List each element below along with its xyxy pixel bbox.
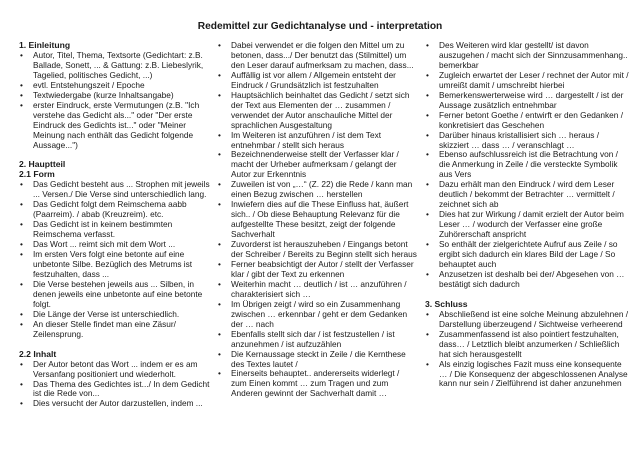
heading-einleitung: 1. Einleitung	[19, 40, 71, 50]
bullet-icon: •	[426, 109, 429, 120]
bullet-icon: •	[426, 89, 429, 100]
bullet-icon: •	[20, 99, 23, 110]
bullet-icon: •	[20, 308, 23, 319]
bullet-icon: •	[20, 358, 23, 369]
list-item: • erster Eindruck, erste Vermutungen (z.B. "Ich verstehe das Gedicht als..." oder "Der erste Eindruck des Gedichts ist..." oder "Meiner Meinung nach enthält das Gedicht folgende Aussage...")	[20, 99, 200, 150]
bullet-icon: •	[218, 348, 221, 359]
column-1	[19, 41, 214, 409]
list-item: • Bezeichnenderweise stellt der Verfasser klar / macht der Urheber aufmerksam / gelangt der Autor zur Erkenntnis	[218, 149, 399, 180]
bullet-icon: •	[426, 308, 429, 319]
list-item: • Zuvorderst ist herauszuheben / Eingangs betont der Schreiber / Bereits zu Beginn stellt sich heraus	[218, 239, 417, 260]
list-schluss	[425, 310, 630, 390]
page-title: Redemittel zur Gedichtanalyse und - interpretation	[197, 21, 443, 32]
list-item: • Bemerkenswerterweise wird … dargestellt / ist der Aussage zusätzlich entnehmbar	[426, 89, 624, 110]
bullet-icon: •	[218, 89, 221, 100]
list-item: • Einerseits behauptet.. andererseits widerlegt / zum Einen kommt … zum Tragen und zum Anderen gewinnt der Sachverhalt damit …	[218, 368, 400, 399]
bullet-icon: •	[20, 79, 23, 90]
list-item: • Ferner betont Goethe / entwirft er den Gedanken / konkretisiert das Geschehen	[426, 109, 624, 130]
list-item: • Das Thema des Gedichtes ist.../ In dem Gedicht ist die Rede von...	[20, 378, 210, 399]
bullet-icon: •	[20, 239, 23, 250]
list-item: • Textwiedergabe (kurze Inhaltsangabe)	[20, 89, 174, 100]
bullet-icon: •	[20, 199, 23, 210]
bullet-icon: •	[426, 40, 429, 50]
list-item: • Im ersten Vers folgt eine betonte auf eine unbetonte Silbe. Bezüglich des Metrums ist festzuhalten, dass ...	[20, 249, 193, 279]
bullet-icon: •	[426, 268, 429, 279]
list-item: • Des Weiteren wird klar gestellt/ ist davon auszugehen / macht sich der Sinnzusammenhang.. bemerkbar	[426, 40, 628, 70]
bullet-icon: •	[218, 69, 221, 80]
list-item: • An dieser Stelle findet man eine Zäsur/ Zeilensprung.	[20, 318, 176, 339]
heading-hauptteil: 2. Hauptteil	[19, 159, 66, 170]
list-einleitung	[19, 51, 214, 151]
bullet-icon: •	[218, 179, 221, 190]
list-item: • Ebenfalls stellt sich dar / ist festzustellen / ist anzunehmen / ist aufzuzählen	[218, 328, 395, 349]
bullet-icon: •	[426, 328, 429, 339]
bullet-icon: •	[218, 199, 221, 210]
list-item: • evtl. Entstehungszeit / Epoche	[20, 79, 145, 90]
bullet-icon: •	[426, 129, 429, 140]
bullet-icon: •	[426, 358, 429, 369]
bullet-icon: •	[20, 249, 23, 260]
column-3	[425, 41, 630, 389]
bullet-icon: •	[20, 378, 23, 389]
list-inhalt	[19, 360, 214, 410]
list-item: • Das Gedicht besteht aus ... Strophen mit jeweils ... Versen./ Die Verse sind unterschiedlich lang.	[20, 179, 210, 200]
list-form	[19, 180, 214, 339]
list-item: • Das Wort ... reimt sich mit dem Wort ...	[20, 239, 176, 250]
bullet-icon: •	[20, 219, 23, 230]
list-item: • Ferner beabsichtigt der Autor / stellt der Verfasser klar / gibt der Text zu erkennen	[218, 258, 414, 279]
bullet-icon: •	[20, 49, 23, 60]
list-item: • Als einzig logisches Fazit muss eine konsequente … / Die Konsequenz der abgeschlossenen Analyse kann nur sein / Zielführend ist daher anzunehmen	[426, 358, 628, 389]
bullet-icon: •	[218, 328, 221, 339]
bullet-icon: •	[426, 179, 429, 190]
list-item: • Dazu erhält man den Eindruck / wird dem Leser deutlich / bekommt der Betrachter … vermittelt / zeichnet sich ab	[426, 179, 615, 210]
list-item: • So enthält der zielgerichtete Aufruf aus Zeile / so ergibt sich dadurch ein klares Bild der Lage / So behauptet auch	[426, 239, 618, 269]
list-item: • Die Verse bestehen jeweils aus ... Silben, in denen jeweils eine unbetonte auf eine betonte folgt.	[20, 278, 203, 309]
bullet-icon: •	[218, 40, 221, 50]
heading-form: 2.1 Form	[19, 169, 55, 180]
list-item: • Abschließend ist eine solche Meinung abzulehnen / Darstellung überzeugend / Sichtweise verheerend	[426, 308, 629, 329]
list-item: • Ebenso aufschlussreich ist die Betrachtung von / die Anmerkung in Zeile / die versteckte Symbolik aus Vers	[426, 149, 618, 180]
list-item: • Weiterhin macht … deutlich / ist … anzuführen / charakterisiert sich …	[218, 278, 407, 299]
bullet-icon: •	[20, 318, 23, 329]
bullet-icon: •	[218, 278, 221, 289]
bullet-icon: •	[426, 209, 429, 220]
bullet-icon: •	[426, 149, 429, 160]
list-item: • Zugleich erwartet der Leser / rechnet der Autor mit / umreißt damit / umschreibt hierbei	[426, 69, 629, 90]
list-item: • Im Weiteren ist anzuführen / ist dem Text entnehmbar / stellt sich heraus	[218, 129, 382, 150]
list-item: • Dies versucht der Autor darzustellen, indem ...	[20, 398, 203, 409]
bullet-icon: •	[218, 149, 221, 160]
list-inhalt-continued-2	[425, 41, 630, 290]
list-item: • Dies hat zur Wirkung / damit erzielt der Autor beim Leser … / wodurch der Verfasser eine große Zuhörerschaft anspricht	[426, 209, 624, 240]
bullet-icon: •	[218, 368, 221, 379]
list-item: • Das Gedicht ist in keinem bestimmten Reimschema verfasst.	[20, 219, 173, 240]
list-item: • Dabei verwendet er die folgen den Mittel um zu betonen, dass.../ Der benutzt das (Stilmittel) um den Leser darauf aufmerksam zu machen, dass...	[218, 40, 414, 70]
bullet-icon: •	[218, 239, 221, 250]
heading-schluss: 3. Schluss	[425, 298, 468, 309]
list-item: • Inwiefern dies auf die These Einfluss hat, äußert sich.. / Ob diese Behauptung Relevanz für die aufgestellte These besitzt, zeigt der folgende Sachverhalt	[218, 199, 409, 240]
bullet-icon: •	[20, 89, 23, 100]
list-item: • Der Autor betont das Wort ... indem er es am Versanfang positioniert und wiederholt.	[20, 358, 198, 379]
bullet-icon: •	[218, 258, 221, 269]
list-item: • Darüber hinaus kristallisiert sich … heraus / skizziert … dass … / veranschlagt …	[426, 129, 600, 150]
bullet-icon: •	[218, 298, 221, 309]
list-item: • Autor, Titel, Thema, Textsorte (Gedichtart: z.B. Ballade, Sonett, ... & Gattung: z.B. Liebeslyrik, Tagelied, politisches Gedicht, ...)	[20, 49, 204, 80]
list-item: • Zuweilen ist von „…“ (Z. 22) die Rede / kann man einen Bezug zwischen … herstellen	[218, 179, 413, 200]
bullet-icon: •	[426, 239, 429, 250]
list-item: • Hauptsächlich beinhaltet das Gedicht / setzt sich der Text aus Elementen der … zusammen / verwendet der Autor anschauliche Mittel der sprachlichen Ausgestaltung	[218, 89, 410, 130]
list-item: • Auffällig ist vor allem / Allgemein entsteht der Eindruck / Grundsätzlich ist festzuhalten	[218, 69, 396, 90]
column-2	[217, 41, 417, 399]
bullet-icon: •	[20, 398, 23, 409]
list-item: • Die Länge der Verse ist unterschiedlich.	[20, 308, 180, 319]
bullet-icon: •	[20, 278, 23, 289]
list-item: • Im Übrigen zeigt / wird so ein Zusammenhang zwischen … erkennbar / geht er dem Gedanken der … nach	[218, 298, 408, 329]
list-inhalt-continued	[217, 41, 417, 399]
bullet-icon: •	[218, 129, 221, 140]
heading-inhalt: 2.2 Inhalt	[19, 348, 57, 359]
bullet-icon: •	[20, 179, 23, 190]
list-item: • Die Kernaussage steckt in Zeile / die Kernthese des Textes lautet /	[218, 348, 406, 369]
list-item: • Zusammenfassend ist also pointiert festzuhalten, dass… / Letztlich bleibt anzumerken / Schließlich hat sich herausgestellt	[426, 328, 620, 359]
bullet-icon: •	[426, 69, 429, 80]
list-item: • Anzusetzen ist deshalb bei der/ Abgesehen von … bestätigt sich dadurch	[426, 268, 625, 289]
list-item: • Das Gedicht folgt dem Reimschema aabb (Paarreim). / abab (Kreuzreim). etc.	[20, 199, 187, 220]
